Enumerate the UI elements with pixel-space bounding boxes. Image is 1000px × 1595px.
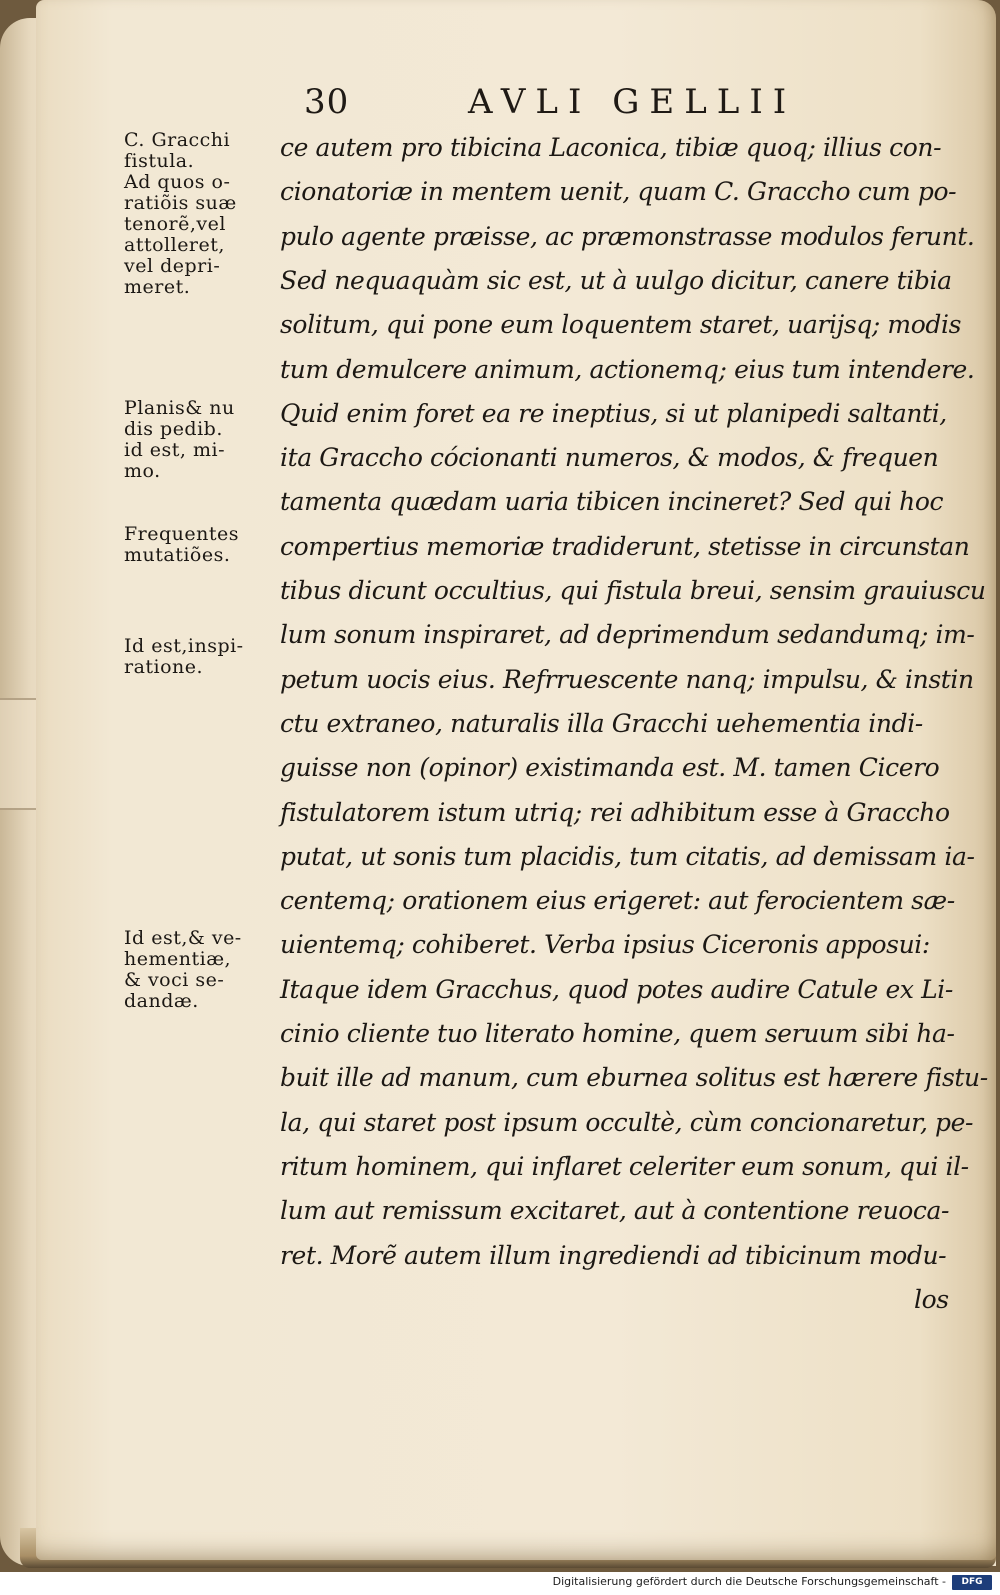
text-line: centemq; orationem eius erigeret: aut ferocientem sæ-: [280, 886, 955, 916]
text-line: lum sonum inspiraret, ad deprimendum sedandumq; im-: [280, 620, 975, 650]
margin-note: Frequentes mutatiões.: [124, 523, 240, 566]
text-line: solitum, qui pone eum loquentem staret, uarijsq; modis: [280, 310, 962, 340]
text-line: cinio cliente tuo literato homine, quem seruum sibi ha-: [280, 1019, 955, 1048]
text-line: guisse non (opinor) existimanda est. M. tamen Cicero: [280, 753, 940, 783]
margin-note: C. Gracchi fistula. Ad quos o- ratiõis suæ tenorẽ,vel attolleret, vel depri- meret.: [124, 129, 237, 298]
book-page: [36, 0, 996, 1560]
text-line: lum aut remissum excitaret, aut à contentione reuoca-: [280, 1196, 950, 1226]
text-line: buit ille ad manum, cum eburnea solitus est hærere fistu-: [280, 1063, 988, 1093]
dfg-logo: DFG: [952, 1575, 992, 1590]
text-line: Quid enim foret ea re ineptius, si ut planipedi saltanti,: [280, 398, 947, 428]
running-title: AVLI GELLII: [468, 82, 797, 122]
text-line: los: [914, 1284, 949, 1314]
text-line: ita Graccho cócionanti numeros, & modos, & frequen: [280, 443, 939, 473]
footer-credit: Digitalisierung gefördert durch die Deutsche Forschungsgemeinschaft -: [552, 1575, 946, 1588]
text-line: ce autem pro tibicina Laconica, tibiæ quoq; illius con-: [280, 133, 942, 162]
text-line: petum uocis eius. Refrruescente nanq; impulsu, & instin: [280, 664, 974, 694]
margin-notes: [124, 0, 284, 1560]
margin-note: Planis& nu dis pedib. id est, mi- mo.: [124, 397, 235, 482]
text-line: pulo agente præisse, ac præmonstrasse modulos ferunt.: [280, 221, 975, 251]
text-line: tamenta quædam uaria tibicen incineret? Sed qui hoc: [280, 487, 944, 517]
margin-note: Id est,& ve- hementiæ, & voci se- dandæ.: [124, 927, 242, 1012]
text-line: ctu extraneo, naturalis illa Gracchi uehementia indi-: [280, 708, 923, 738]
text-line: tum demulcere animum, actionemq; eius tum intendere.: [280, 354, 975, 384]
text-line: Sed nequaquàm sic est, ut à uulgo dicitur, canere tibia: [280, 265, 952, 295]
text-line: ritum hominem, qui inflaret celeriter eum sonum, qui il-: [280, 1151, 969, 1181]
text-line: la, qui staret post ipsum occultè, cùm concionaretur, pe-: [280, 1107, 974, 1137]
text-line: tibus dicunt occultius, qui fistula breui, sensim grauiuscu: [280, 576, 986, 605]
text-line: fistulatorem istum utriq; rei adhibitum esse à Graccho: [280, 797, 950, 827]
page-number: 30: [304, 82, 350, 122]
text-line: Itaque idem Gracchus, quod potes audire Catule ex Li-: [280, 974, 953, 1004]
digitization-footer: [0, 1572, 1000, 1595]
text-line: compertius memoriæ tradiderunt, stetisse in circunstan: [280, 531, 970, 561]
text-line: putat, ut sonis tum placidis, tum citatis, ad demissam ia-: [280, 841, 975, 871]
text-line: ret. Morẽ autem illum ingrediendi ad tibicinum modu-: [280, 1240, 947, 1270]
margin-note: Id est,inspi- ratione.: [124, 635, 244, 678]
text-line: uientemq; cohiberet. Verba ipsius Ciceronis apposui:: [280, 930, 930, 960]
text-line: cionatoriæ in mentem uenit, quam C. Graccho cum po-: [280, 177, 957, 207]
body-text: [280, 0, 988, 1560]
